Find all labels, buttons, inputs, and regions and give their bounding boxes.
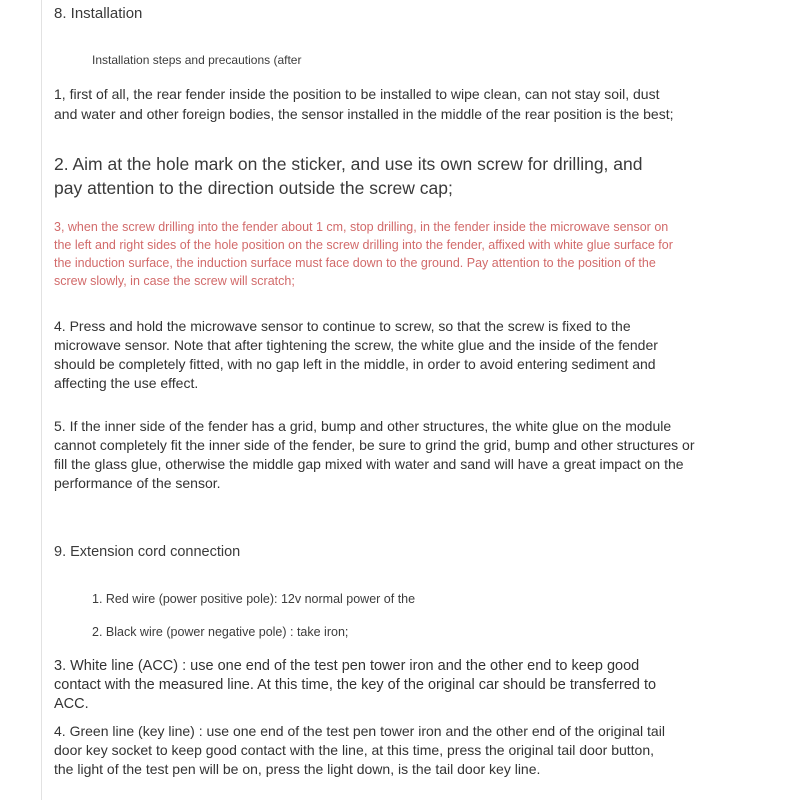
green-line-line: door key socket to keep good contact with the line, at this time, press the original tail door button, bbox=[54, 742, 655, 758]
white-line-line: contact with the measured line. At this time, the key of the original car should be transferred to bbox=[54, 677, 657, 693]
step-4-line: affecting the use effect. bbox=[54, 375, 199, 391]
step-4-line: should be completely fitted, with no gap left in the middle, in order to avoid entering sediment and bbox=[54, 356, 656, 372]
white-line-paragraph bbox=[54, 657, 656, 714]
green-line-line: 4. Green line (key line) : use one end of the test pen tower iron and the other end of the original tail bbox=[54, 723, 665, 739]
installation-note: Installation steps and precautions (after bbox=[92, 53, 302, 67]
green-line-paragraph bbox=[54, 722, 665, 779]
step-1-paragraph bbox=[54, 84, 674, 124]
step-3-line: the induction surface, the induction surface must face down to the ground. Pay attention to the position of the bbox=[54, 256, 656, 270]
step-2-line: 2. Aim at the hole mark on the sticker, and use its own screw for drilling, and bbox=[54, 154, 643, 174]
white-line-line: ACC. bbox=[54, 696, 89, 712]
step-5-line: fill the glass glue, otherwise the middle gap mixed with water and sand will have a great impact on the bbox=[54, 456, 684, 472]
step-1-line: 1, first of all, the rear fender inside the position to be installed to wipe clean, can not stay soil, dust bbox=[54, 86, 660, 102]
white-line-line: 3. White line (ACC) : use one end of the test pen tower iron and the other end to keep good bbox=[54, 658, 640, 674]
step-5-line: cannot completely fit the inner side of the fender, be sure to grind the grid, bump and other structures or bbox=[54, 437, 695, 453]
step-4-line: microwave sensor. Note that after tightening the screw, the white glue and the inside of the fender bbox=[54, 337, 658, 353]
step-3-line: the left and right sides of the hole position on the screw drilling into the fender, affixed with white glue surface for bbox=[54, 238, 673, 252]
section-8-heading: 8. Installation bbox=[54, 5, 143, 22]
step-1-line: and water and other foreign bodies, the sensor installed in the middle of the rear position is the best; bbox=[54, 106, 674, 122]
black-wire-item: 2. Black wire (power negative pole) : take iron; bbox=[92, 625, 349, 639]
step-3-paragraph bbox=[54, 218, 673, 290]
step-4-line: 4. Press and hold the microwave sensor to continue to screw, so that the screw is fixed to the bbox=[54, 318, 631, 334]
step-5-paragraph bbox=[54, 417, 694, 493]
step-5-line: performance of the sensor. bbox=[54, 475, 221, 491]
step-2-line: pay attention to the direction outside the screw cap; bbox=[54, 178, 453, 198]
green-line-line: the light of the test pen will be on, press the light down, is the tail door key line. bbox=[54, 761, 541, 777]
step-4-paragraph bbox=[54, 317, 658, 393]
step-3-line: screw slowly, in case the screw will scratch; bbox=[54, 274, 295, 288]
step-5-line: 5. If the inner side of the fender has a grid, bump and other structures, the white glue on the module bbox=[54, 418, 672, 434]
red-wire-item: 1. Red wire (power positive pole): 12v normal power of the bbox=[92, 592, 416, 606]
step-3-line: 3, when the screw drilling into the fender about 1 cm, stop drilling, in the fender inside the microwave sensor on bbox=[54, 220, 669, 234]
step-2-paragraph bbox=[54, 152, 642, 200]
section-9-heading: 9. Extension cord connection bbox=[54, 544, 241, 560]
left-margin-rule bbox=[41, 0, 42, 800]
